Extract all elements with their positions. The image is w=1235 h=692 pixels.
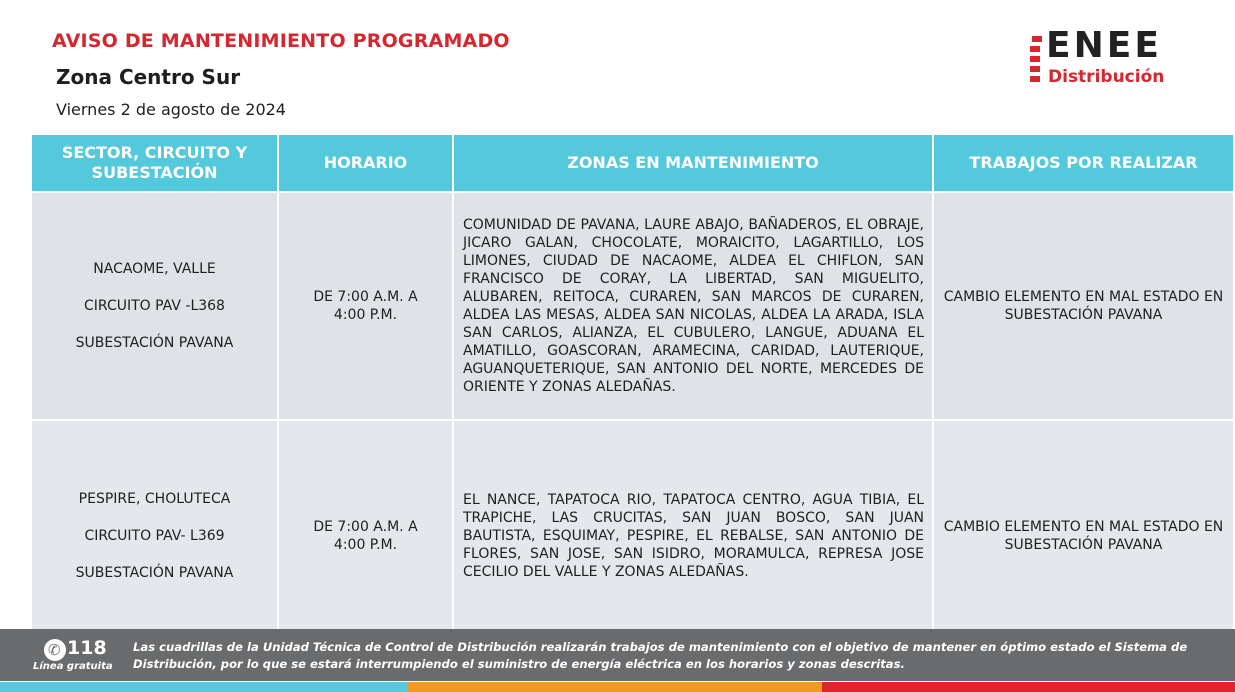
table-row xyxy=(31,192,1234,420)
substation-name: SUBESTACIÓN PAVANA xyxy=(75,334,234,351)
schedule-cell: DE 7:00 A.M. A 4:00 P.M. xyxy=(278,192,453,420)
stripe-cyan xyxy=(0,682,408,692)
work-cell: CAMBIO ELEMENTO EN MAL ESTADO EN SUBESTACIÓN PAVANA xyxy=(933,192,1234,420)
stripe-red xyxy=(822,682,1235,692)
notice-date: Viernes 2 de agosto de 2024 xyxy=(56,100,286,119)
circuit-name: CIRCUITO PAV- L369 xyxy=(84,527,225,544)
logo-subtitle: Distribución xyxy=(1048,67,1165,87)
sector-name: NACAOME, VALLE xyxy=(93,260,216,277)
sector-cell xyxy=(31,420,278,652)
col-header-sector: SECTOR, CIRCUITO Y SUBESTACIÓN xyxy=(31,134,278,192)
footer-bar xyxy=(0,629,1235,681)
zones-cell: COMUNIDAD DE PAVANA, LAURE ABAJO, BAÑADEROS, EL OBRAJE, JICARO GALAN, CHOCOLATE, MORAICITO, LAGARTILLO, LOS LIMONES, CIUDAD DE NACAOME, ALDEA EL CHIFLON, SAN FRANCISCO DE CORAY, LA LIBERTAD, SAN MIGUELITO, ALUBAREN, REITOCA, CURAREN, SAN MARCOS DE CURAREN, ALDEA LAS MESAS, ALDEA SAN NICOLAS, ALDEA LA ARADA, ISLA SAN CARLOS, ALIANZA, EL CUBULERO, LANGUE, ADUANA EL AMATILLO, GOASCORAN, ARAMECINA, CARIDAD, LAUTERIQUE, AGUANQUETERIQUE, SAN ANTONIO DEL NORTE, MERCEDES DE ORIENTE Y ZONAS ALEDAÑAS. xyxy=(453,192,933,420)
col-header-horario: HORARIO xyxy=(278,134,453,192)
hotline-label: Línea gratuita xyxy=(33,661,113,672)
circuit-name: CIRCUITO PAV -L368 xyxy=(84,297,225,314)
logo-mark-icon xyxy=(1028,36,1042,82)
page-title: AVISO DE MANTENIMIENTO PROGRAMADO xyxy=(52,30,510,52)
work-cell: CAMBIO ELEMENTO EN MAL ESTADO EN SUBESTACIÓN PAVANA xyxy=(933,420,1234,652)
maintenance-table xyxy=(30,133,1235,653)
zones-cell: EL NANCE, TAPATOCA RIO, TAPATOCA CENTRO, AGUA TIBIA, EL TRAPICHE, LAS CRUCITAS, SAN JUAN BOSCO, SAN JUAN BAUTISTA, ESQUIMAY, PESPIRE, EL REBALSE, SAN ANTONIO DE FLORES, SAN JOSE, SAN ISIDRO, MORAMULCA, REPRESA JOSE CECILIO DEL VALLE Y ZONAS ALEDAÑAS. xyxy=(453,420,933,652)
schedule-cell: DE 7:00 A.M. A 4:00 P.M. xyxy=(278,420,453,652)
stripe-orange xyxy=(408,682,822,692)
zone-name: Zona Centro Sur xyxy=(56,65,241,89)
hotline-number: 118 xyxy=(67,637,107,659)
logo-brand: ENEE xyxy=(1046,25,1162,66)
enee-logo xyxy=(1028,25,1200,90)
footer-notice: Las cuadrillas de la Unidad Técnica de Control de Distribución realizarán trabajos de mantenimiento con el objetivo de mantener en óptimo estado el Sistema de Distribución, por lo que se estará interrumpiendo el suministro de energía eléctrica en los horarios y zonas descritas. xyxy=(133,640,1188,671)
sector-cell xyxy=(31,192,278,420)
phone-icon: ✆ xyxy=(44,639,66,661)
col-header-zonas: ZONAS EN MANTENIMIENTO xyxy=(453,134,933,192)
substation-name: SUBESTACIÓN PAVANA xyxy=(75,564,234,581)
sector-name: PESPIRE, CHOLUTECA xyxy=(78,490,231,507)
table-header-row xyxy=(31,134,1234,192)
table-row xyxy=(31,420,1234,652)
col-header-trabajos: TRABAJOS POR REALIZAR xyxy=(933,134,1234,192)
